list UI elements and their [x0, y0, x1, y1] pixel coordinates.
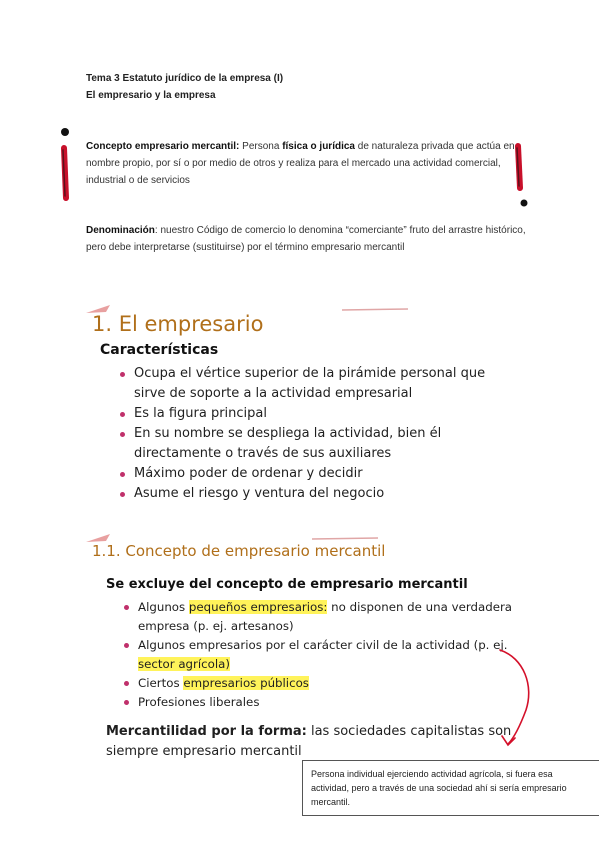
mercantilidad-text: las sociedades capitalistas son siempre empresario mercantil — [106, 724, 512, 759]
concepto-text-b: de naturaleza privada que actúa en nombre propio, por sí o por medio de otros y realiza para el mercado una actividad comercial, industrial o de servicios — [86, 141, 515, 186]
section-1-1-title: 1.1. Concepto de empresario mercantil — [92, 542, 386, 560]
document-subtitle: El empresario y la empresa — [86, 90, 216, 101]
section-1-subtitle: Características — [100, 342, 219, 358]
item-text: Algunos — [138, 600, 189, 614]
list-item: Profesiones liberales — [124, 693, 514, 712]
list-item: Ocupa el vértice superior de la pirámide personal que sirve de soporte a la actividad empresarial — [120, 364, 520, 404]
exclamation-open-annotation — [56, 126, 76, 206]
list-item — [124, 636, 514, 674]
exclusions-list — [124, 598, 514, 712]
section-1-1-subtitle: Se excluye del concepto de empresario mercantil — [106, 577, 468, 592]
concepto-paragraph — [86, 138, 526, 189]
heading-underline-stroke — [340, 307, 410, 313]
highlight-pequenos: pequeños empresarios: — [188, 600, 328, 614]
concepto-text-a: Persona — [239, 141, 283, 152]
list-item: En su nombre se despliega la actividad, bien él directamente o través de sus auxiliares — [120, 424, 520, 464]
mercantilidad-label: Mercantilidad por la forma: — [106, 724, 307, 739]
denominacion-text: : nuestro Código de comercio lo denomina “comerciante” fruto del arrastre histórico, pero debe interpretarse (sustituirse) por el término empresario mercantil — [86, 225, 526, 253]
section-1-title: 1. El empresario — [92, 312, 264, 336]
characteristics-list — [120, 364, 520, 504]
annotation-arrow — [494, 646, 554, 752]
highlight-sector-agricola: sector agrícola) — [138, 657, 230, 671]
document-title: Tema 3 Estatuto jurídico de la empresa (I) — [86, 73, 284, 84]
item-text: no disponen de una verdadera empresa (p. ej. artesanos) — [138, 600, 513, 633]
list-item: Máximo poder de ordenar y decidir — [120, 464, 520, 484]
list-item: Asume el riesgo y ventura del negocio — [120, 484, 520, 504]
mercantilidad-paragraph — [106, 722, 516, 762]
item-text: Algunos empresarios por el carácter civil de la actividad (p. ej. — [138, 638, 508, 652]
list-item: Es la figura principal — [120, 404, 520, 424]
annotation-note-box: Persona individual ejerciendo actividad agrícola, si fuera esa actividad, pero a través de una sociedad ahí si sería empresario mercantil. — [302, 760, 599, 816]
denominacion-label: Denominación — [86, 225, 155, 236]
highlight-empresarios-publicos: empresarios públicos — [183, 676, 309, 690]
item-text: Ciertos — [138, 676, 184, 690]
concepto-label: Concepto empresario mercantil: — [86, 141, 240, 152]
concepto-bold: física o jurídica — [282, 141, 355, 152]
denominacion-paragraph — [86, 222, 526, 256]
list-item — [124, 674, 514, 693]
list-item — [124, 598, 514, 636]
